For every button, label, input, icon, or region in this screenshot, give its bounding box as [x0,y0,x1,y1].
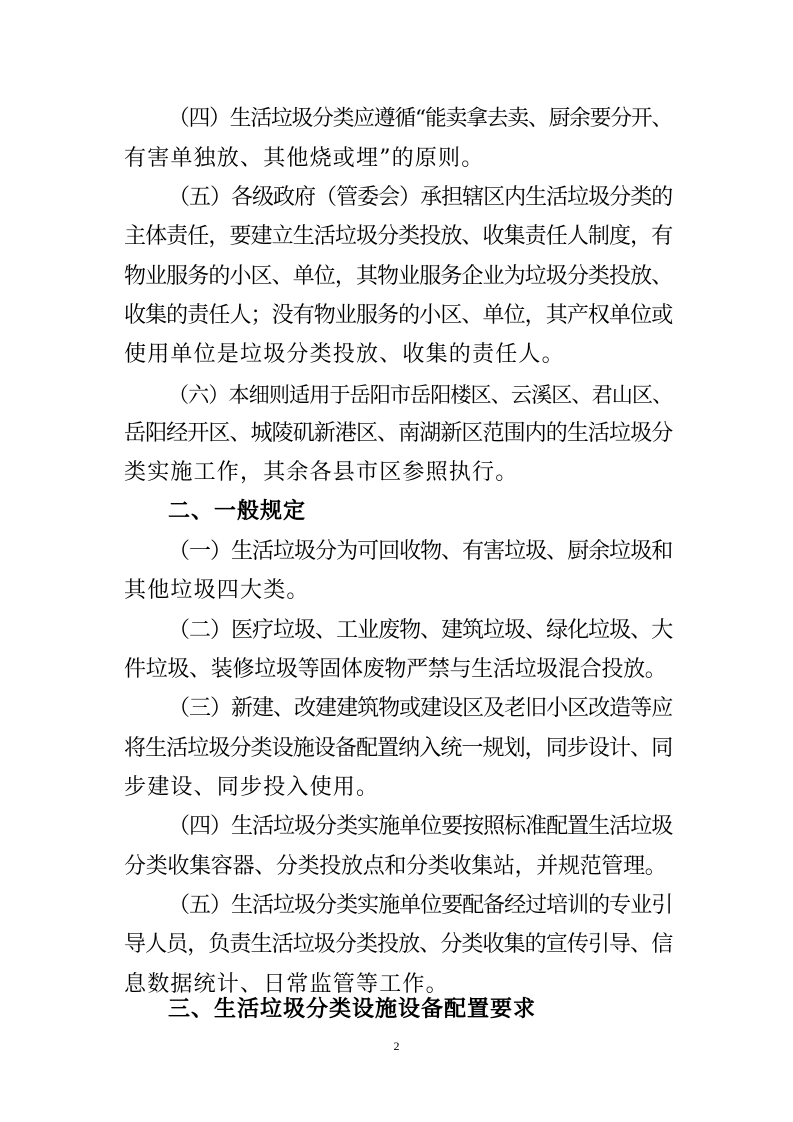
paragraph-line: 有害单独放、其他烧或埋”的原则。 [124,146,485,171]
paragraph-line: 物业服务的小区、单位，其物业服务企业为垃圾分类投放、 [124,264,672,289]
paragraph-line: 类实施工作，其余各县市区参照执行。 [124,460,519,485]
paragraph-line: （三）新建、改建建筑物或建设区及老旧小区改造等应 [168,696,672,721]
paragraph-line: （五）各级政府（管委会）承担辖区内生活垃圾分类的 [168,185,672,210]
paragraph-line: 息数据统计、日常监管等工作。 [124,972,449,997]
paragraph-line: （五）生活垃圾分类实施单位要配备经过培训的专业引 [168,893,672,918]
paragraph-line: （四）生活垃圾分类应遵循“能卖拿去卖、厨余要分开、 [168,106,672,131]
paragraph-line: 步建设、同步投入使用。 [124,775,380,800]
paragraph-line: 导人员，负责生活垃圾分类投放、分类收集的宣传引导、信 [124,932,672,957]
paragraph-line: 主体责任，要建立生活垃圾分类投放、收集责任人制度，有 [124,224,672,249]
paragraph-line: 将生活垃圾分类设施设备配置纳入统一规划，同步设计、同 [124,736,672,761]
paragraph-line: （四）生活垃圾分类实施单位要按照标准配置生活垃圾 [168,814,672,839]
page-number: 2 [393,1039,400,1053]
paragraph-line: （一）生活垃圾分为可回收物、有害垃圾、厨余垃圾和 [168,539,672,564]
section-heading: 二、一般规定 [168,499,307,524]
section-heading: 三、生活垃圾分类设施设备配置要求 [168,997,537,1022]
paragraph-line: 使用单位是垃圾分类投放、收集的责任人。 [124,342,565,367]
paragraph-line: 其他垃圾四大类。 [124,578,310,603]
paragraph-line: 收集的责任人；没有物业服务的小区、单位，其产权单位或 [124,303,672,328]
paragraph-line: 分类收集容器、分类投放点和分类收集站，并规范管理。 [124,854,667,879]
paragraph-line: （二）医疗垃圾、工业废物、建筑垃圾、绿化垃圾、大 [168,618,672,643]
paragraph-line: 件垃圾、装修垃圾等固体废物严禁与生活垃圾混合投放。 [124,657,667,682]
paragraph-line: （六）本细则适用于岳阳市岳阳楼区、云溪区、君山区、 [168,382,672,407]
paragraph-line: 岳阳经开区、城陵矶新港区、南湖新区范围内的生活垃圾分 [124,421,672,446]
